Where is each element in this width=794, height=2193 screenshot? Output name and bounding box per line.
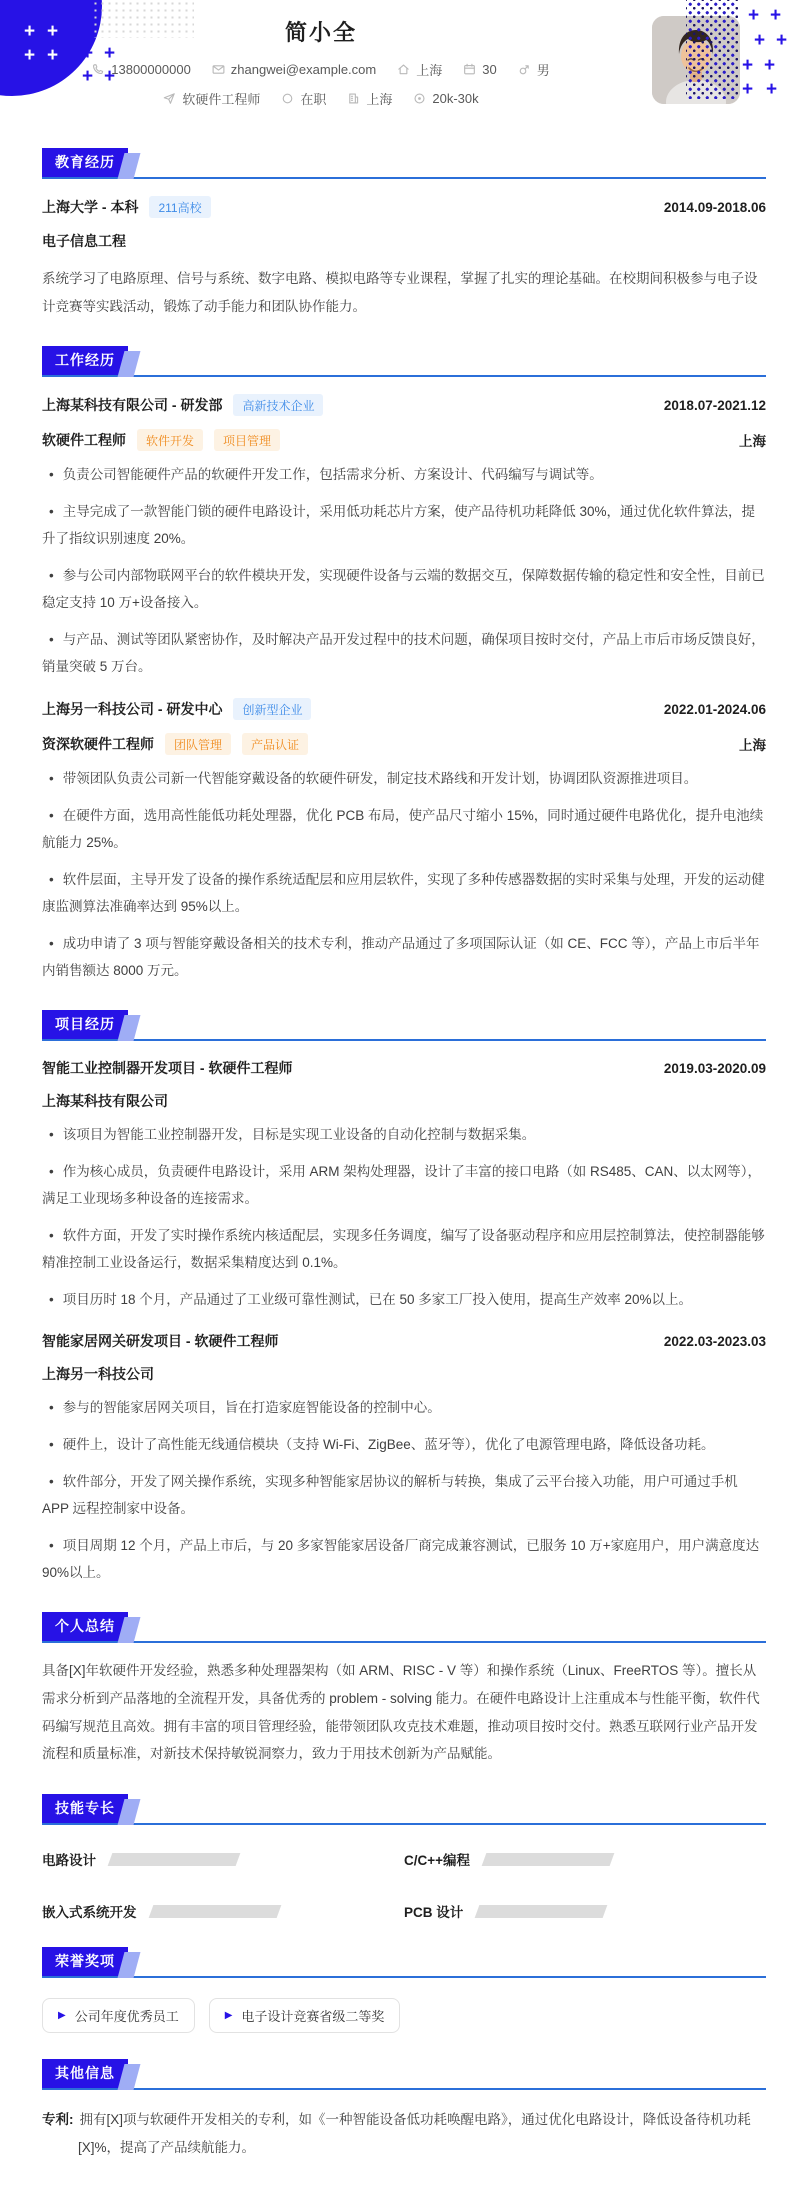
patent-text: 拥有[X]项与软硬件开发相关的专利，如《一种智能设备低功耗唤醒电路》，通过优化电路设计，降低设备待机功耗[X]%，提高了产品续航能力。 [78,2112,751,2155]
skill-bar [475,1905,608,1918]
skill-label: C/C++编程 [404,1853,471,1869]
section-tab [42,346,128,375]
decor-plus: + [24,45,36,66]
section-title: 荣誉奖项 [55,1953,115,1970]
school-badge: 211高校 [149,196,210,218]
section-title: 教育经历 [55,154,115,170]
patent-info [42,2106,766,2161]
projects-section [42,1010,766,1586]
section-header-summary [42,1612,766,1643]
work-role-row [42,429,766,451]
contact-phone: 13800000000 [92,62,191,77]
skills-section [42,1794,766,1921]
work-bullet: • 与产品、测试等团队紧密协作，及时解决产品开发过程中的技术问题，确保项目按时交付，产品上市后市场反馈良好，销量突破 5 万台。 [42,626,766,680]
contact-email: zhangwei@example.com [212,62,376,77]
decor-plus: + [754,30,766,51]
work-entry-head [42,394,766,416]
summary-section [42,1612,766,1768]
patent-label: 专利: [42,2112,74,2128]
section-title: 其他信息 [55,2065,115,2082]
decor-plus: + [770,5,782,26]
section-header-other [42,2059,766,2090]
play-icon: ▶ [58,2009,66,2021]
project-date: 2022.03-2023.03 [663,1333,766,1349]
honor-label: 电子设计竞赛省级二等奖 [241,2009,385,2025]
project-bullet: • 硬件上，设计了高性能无线通信模块（支持 Wi-Fi、ZigBee、蓝牙等），优化了电源管理电路，降低设备功耗。 [42,1431,766,1458]
section-tab [42,1794,128,1823]
decor-plus: + [104,66,116,87]
company-name: 上海某科技有限公司 - 研发部 [42,397,223,414]
decor-plus: + [764,55,776,76]
project-company: 上海另一科技公司 [42,1366,154,1383]
decor-plus: + [742,79,754,100]
home-icon [397,63,410,76]
skill-bar [482,1853,615,1866]
section-tab [42,1612,128,1641]
work-entry [42,394,766,680]
section-header-skills [42,1794,766,1825]
contact-gender: 男 [518,60,550,79]
company-name: 上海另一科技公司 - 研发中心 [42,701,223,718]
role-tag: 软件开发 [137,429,203,451]
role-title: 软硬件工程师 [42,432,126,449]
summary-text: 具备[X]年软硬件开发经验，熟悉多种处理器架构（如 ARM、RISC - V 等）和操作系统（Linux、FreeRTOS 等）。擅长从需求分析到产品落地的全流程开发，具备优秀的 problem - solving 能力。在硬件电路设计上注重成本与性能平衡，软件代码编写规范且高效。拥有丰富的项目管理经验，能带领团队攻克技术难题，推动项目按时交付。熟悉互联网行业产品开发流程和质量标准，对新技术保持敏锐洞察力，致力于用技术创新为产品赋能。 [42,1663,760,1762]
section-header-education [42,148,766,179]
project-entry-head [42,1058,766,1078]
section-header-honors [42,1947,766,1978]
project-entry [42,1331,766,1586]
skill-item [42,1901,404,1921]
work-bullet: • 成功申请了 3 项与智能穿戴设备相关的技术专利，推动产品通过了多项国际认证（如 CE、FCC 等），产品上市后半年内销售额达 8000 万元。 [42,930,766,984]
section-tab [42,148,128,177]
role-tag: 产品认证 [242,733,308,755]
email-icon [212,63,225,76]
work-section [42,346,766,984]
honor-chip[interactable] [42,1998,195,2033]
status-icon [281,92,294,105]
skill-label: PCB 设计 [404,1905,464,1921]
gender-icon [518,63,531,76]
decor-dots-gray [92,0,194,38]
contact-age: 30 [463,62,496,77]
project-bullet: • 作为核心成员，负责硬件电路设计，采用 ARM 架构处理器，设计了丰富的接口电路（如 RS485、CAN、以太网等），满足工业现场多种设备的连接需求。 [42,1158,766,1212]
company-badge: 高新技术企业 [233,394,323,416]
project-name: 智能工业控制器开发项目 - 软硬件工程师 [42,1060,293,1077]
work-location: 上海 [739,738,766,754]
major: 电子信息工程 [42,233,126,249]
building-icon [347,92,360,105]
work-entry [42,698,766,984]
skill-label: 电路设计 [42,1853,96,1869]
section-tab [42,1010,128,1039]
role-title: 资深软硬件工程师 [42,736,154,753]
education-section [42,148,766,320]
calendar-icon [463,63,476,76]
section-tab [42,2059,128,2088]
contact-row-2 [0,89,642,108]
decor-plus: + [776,30,788,51]
skill-bar [148,1905,281,1918]
honors-section [42,1947,766,2033]
contact-salary: 20k-30k [413,91,478,106]
honor-chip[interactable] [209,1998,401,2033]
section-header-work [42,346,766,377]
work-entry-head [42,698,766,720]
decor-plus: + [24,21,36,42]
education-desc: 系统学习了电路原理、信号与系统、数字电路、模拟电路等专业课程，掌握了扎实的理论基础。在校期间积极参与电子设计竞赛等实践活动，锻炼了动手能力和团队协作能力。 [42,271,758,314]
project-bullet: • 该项目为智能工业控制器开发，目标是实现工业设备的自动化控制与数据采集。 [42,1121,766,1148]
work-date: 2018.07-2021.12 [663,397,766,413]
project-entry-head [42,1331,766,1351]
contact-row-1 [0,60,642,79]
project-bullet: • 项目周期 12 个月，产品上市后，与 20 多家智能家居设备厂商完成兼容测试，已服务 10 万+家庭用户，用户满意度达 90%以上。 [42,1532,766,1586]
target-icon [413,92,426,105]
role-tag: 团队管理 [165,733,231,755]
project-name: 智能家居网关研发项目 - 软硬件工程师 [42,1333,279,1350]
decor-plus: + [104,43,116,64]
other-section [42,2059,766,2161]
education-date: 2014.09-2018.06 [663,199,766,215]
contact-location: 上海 [397,60,442,79]
section-title: 项目经历 [55,1016,115,1033]
project-company-row [42,1364,766,1384]
section-title: 技能专长 [55,1800,115,1817]
play-icon: ▶ [224,2009,233,2021]
send-icon [163,92,176,105]
skills-grid [42,1849,766,1921]
decor-plus: + [82,43,94,64]
work-bullet: • 参与公司内部物联网平台的软件模块开发，实现硬件设备与云端的数据交互，保障数据传输的稳定性和安全性，目前已稳定支持 10 万+设备接入。 [42,562,766,616]
decor-plus: + [47,45,59,66]
work-location: 上海 [739,434,766,450]
work-bullet: • 主导完成了一款智能门锁的硬件电路设计，采用低功耗芯片方案，使产品待机功耗降低 30%，通过优化软件算法，提升了指纹识别速度 20%。 [42,498,766,552]
education-entry-head [42,196,766,218]
work-date: 2022.01-2024.06 [663,701,766,717]
work-role-row [42,733,766,755]
work-bullet: • 带领团队负责公司新一代智能穿戴设备的软硬件研发，制定技术路线和开发计划，协调团队资源推进项目。 [42,765,766,792]
contact-job-title: 软硬件工程师 [163,89,260,108]
project-company-row [42,1091,766,1111]
project-bullet: • 软件部分，开发了网关操作系统，实现多种智能家居协议的解析与转换，集成了云平台接入功能，用户可通过手机 APP 远程控制家中设备。 [42,1468,766,1522]
project-company: 上海某科技有限公司 [42,1093,168,1110]
section-title: 工作经历 [55,352,115,369]
contact-job-status: 在职 [281,89,326,108]
project-date: 2019.03-2020.09 [663,1060,766,1076]
decor-plus: + [766,79,778,100]
project-bullet: • 项目历时 18 个月，产品通过了工业级可靠性测试，已在 50 多家工厂投入使用，提高生产效率 20%以上。 [42,1286,766,1313]
honors-list [42,1998,766,2033]
section-tab [42,1947,128,1976]
project-bullet: • 软件方面，开发了实时操作系统内核适配层，实现多任务调度，编写了设备驱动程序和应用层控制算法，使控制器能够精准控制工业设备运行，数据采集精度达到 0.1%。 [42,1222,766,1276]
section-header-projects [42,1010,766,1041]
work-bullet: • 负责公司智能硬件产品的软硬件开发工作，包括需求分析、方案设计、代码编写与调试等。 [42,461,766,488]
decor-plus: + [47,21,59,42]
skill-item [404,1849,766,1869]
company-badge: 创新型企业 [233,698,311,720]
decor-plus: + [748,5,760,26]
skill-bar [108,1853,241,1866]
contact-city: 上海 [347,89,392,108]
work-bullet: • 软件层面，主导开发了设备的操作系统适配层和应用层软件，实现了多种传感器数据的实时采集与处理，开发的运动健康监测算法准确率达到 95%以上。 [42,866,766,920]
candidate-name: 简小全 [284,20,357,45]
decor-plus: + [742,55,754,76]
project-bullet: • 参与的智能家居网关项目，旨在打造家庭智能设备的控制中心。 [42,1394,766,1421]
project-entry [42,1058,766,1313]
decor-dots-blue [686,0,738,99]
role-tag: 项目管理 [214,429,280,451]
section-title: 个人总结 [55,1618,115,1635]
skill-item [42,1849,404,1869]
honor-label: 公司年度优秀员工 [74,2009,179,2025]
skill-item [404,1901,766,1921]
resume-header [0,0,794,122]
work-bullet: • 在硬件方面，选用高性能低功耗处理器，优化 PCB 布局，使产品尺寸缩小 15%，同时通过硬件电路优化，提升电池续航能力 25%。 [42,802,766,856]
education-major-row [42,231,766,251]
resume-content [0,148,794,2193]
decor-plus: + [82,66,94,87]
school-name: 上海大学 - 本科 [42,199,139,215]
skill-label: 嵌入式系统开发 [42,1905,137,1921]
